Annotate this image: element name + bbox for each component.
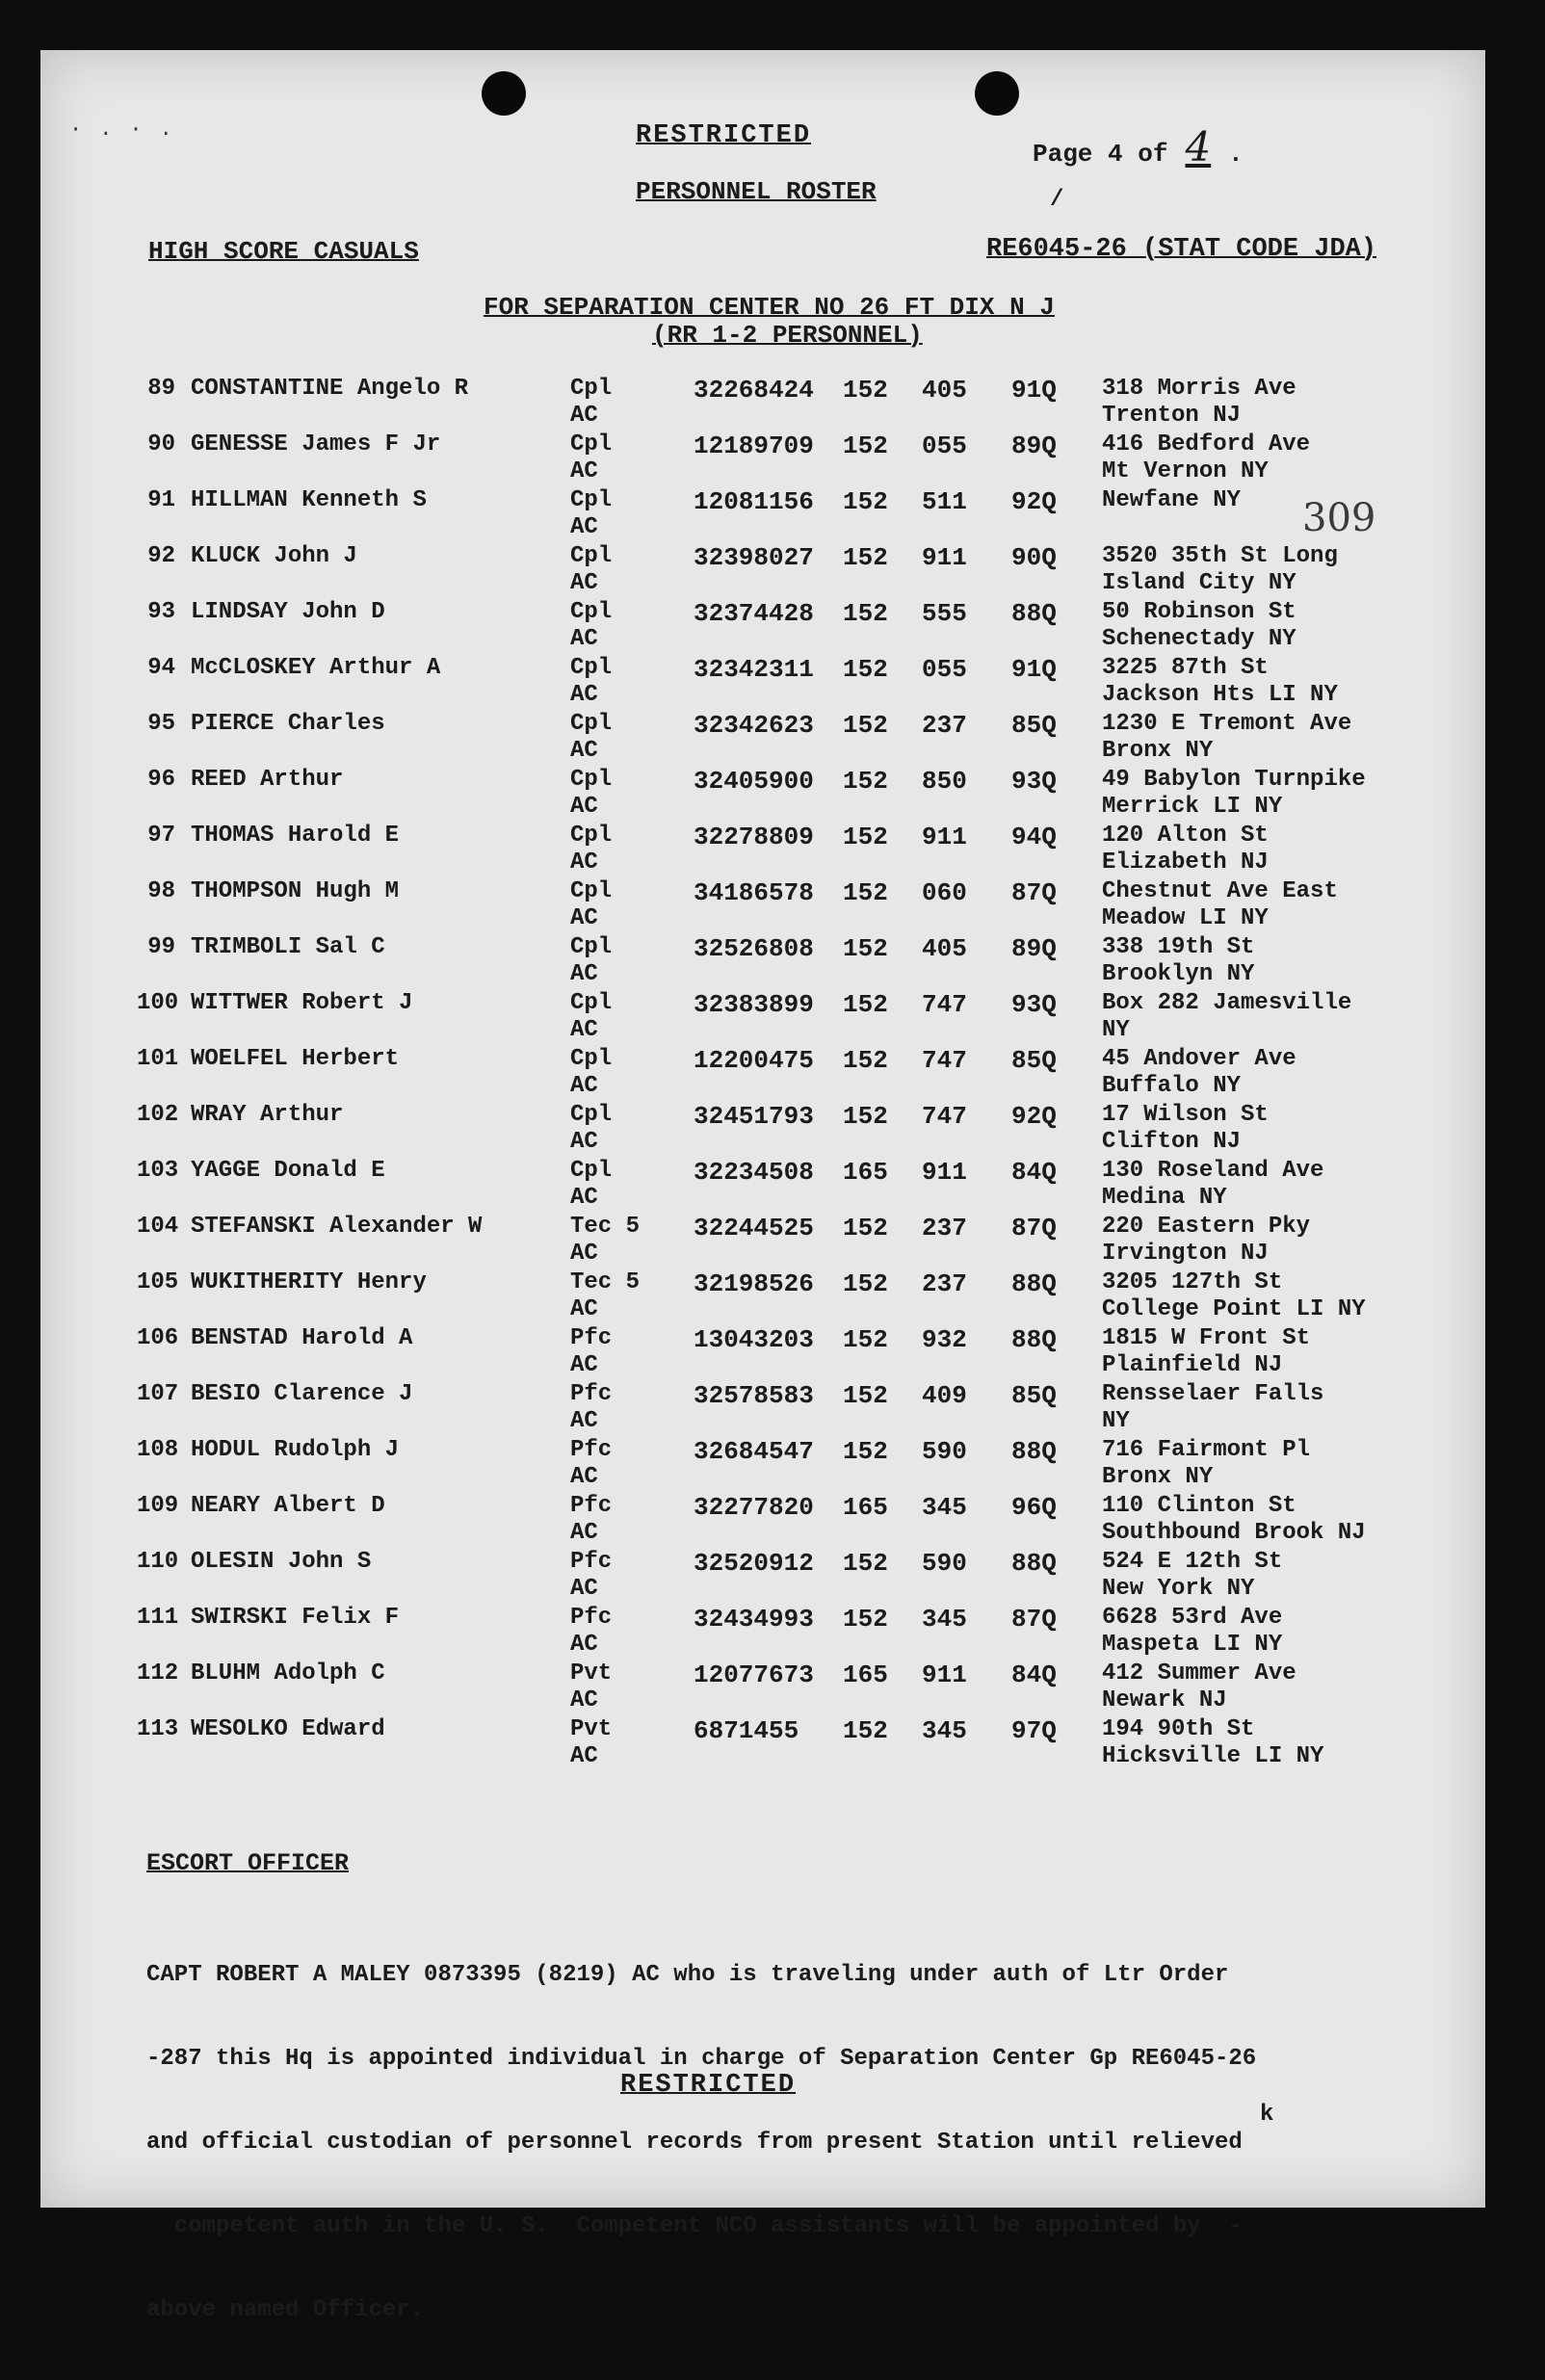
roster-row <box>137 1605 1408 1661</box>
rank: Cpl <box>570 432 613 458</box>
roster-row <box>137 878 1408 934</box>
roster-row <box>137 1437 1408 1493</box>
code-b: 237 <box>922 1269 967 1298</box>
pen-tick: / <box>1050 187 1064 213</box>
code-a: 165 <box>843 1661 888 1689</box>
score-code: 87Q <box>1011 1605 1057 1634</box>
code-b: 405 <box>922 376 967 405</box>
page-label: Page 4 of <box>1033 140 1168 169</box>
code-a: 152 <box>843 1437 888 1466</box>
serial-number: 12081156 <box>694 487 814 516</box>
address-line-1: 412 Summer Ave <box>1102 1661 1296 1687</box>
address-line-2: Brooklyn NY <box>1102 961 1255 987</box>
serial-number: 32342623 <box>694 711 814 740</box>
code-b: 555 <box>922 599 967 628</box>
soldier-name: LINDSAY John D <box>191 599 385 625</box>
score-code: 97Q <box>1011 1716 1057 1745</box>
code-a: 152 <box>843 487 888 516</box>
soldier-name: GENESSE James F Jr <box>191 432 441 458</box>
score-code: 84Q <box>1011 1158 1057 1187</box>
entry-number: 109 <box>137 1493 179 1519</box>
escort-line: above named Officer. <box>146 2297 425 2323</box>
code-b: 850 <box>922 767 967 796</box>
rank: Cpl <box>570 543 613 569</box>
address-line-2: Buffalo NY <box>1102 1073 1242 1099</box>
address-line-1: 45 Andover Ave <box>1102 1046 1296 1072</box>
soldier-name: OLESIN John S <box>191 1549 372 1575</box>
branch: AC <box>570 1743 598 1769</box>
soldier-name: TRIMBOLI Sal C <box>191 934 385 960</box>
rank: Cpl <box>570 711 613 737</box>
address-line-2: Southbound Brook NJ <box>1102 1520 1366 1546</box>
soldier-name: REED Arthur <box>191 767 344 793</box>
branch: AC <box>570 458 598 484</box>
code-b: 345 <box>922 1493 967 1522</box>
branch: AC <box>570 1241 598 1267</box>
punch-hole <box>482 71 526 116</box>
branch: AC <box>570 403 598 429</box>
serial-number: 32374428 <box>694 599 814 628</box>
roster-row <box>137 1214 1408 1269</box>
entry-number: 112 <box>137 1661 179 1687</box>
code-b: 932 <box>922 1325 967 1354</box>
roster-row <box>137 1158 1408 1214</box>
address-line-1: 17 Wilson St <box>1102 1102 1269 1128</box>
entry-number: 89 <box>147 376 175 402</box>
address-line-2: Schenectady NY <box>1102 626 1296 652</box>
entry-number: 93 <box>147 599 175 625</box>
serial-number: 32434993 <box>694 1605 814 1634</box>
code-a: 152 <box>843 767 888 796</box>
roster-row <box>137 823 1408 878</box>
roster-row <box>137 1549 1408 1605</box>
rank: Pvt <box>570 1716 613 1742</box>
code-a: 152 <box>843 1605 888 1634</box>
escort-paragraph <box>146 1905 1437 2380</box>
serial-number: 32198526 <box>694 1269 814 1298</box>
address-line-1: 1815 W Front St <box>1102 1325 1311 1351</box>
score-code: 88Q <box>1011 1325 1057 1354</box>
entry-number: 94 <box>147 655 175 681</box>
roster-row <box>137 655 1408 711</box>
address-line-1: Newfane NY <box>1102 487 1242 513</box>
code-b: 747 <box>922 990 967 1019</box>
entry-number: 105 <box>137 1269 179 1295</box>
score-code: 93Q <box>1011 767 1057 796</box>
entry-number: 106 <box>137 1325 179 1351</box>
page-total: 4 <box>1185 123 1212 170</box>
address-line-1: 3520 35th St Long <box>1102 543 1338 569</box>
footer-mark: k <box>1260 2102 1274 2128</box>
branch: AC <box>570 1017 598 1043</box>
code-a: 152 <box>843 1549 888 1578</box>
code-b: 055 <box>922 432 967 460</box>
serial-number: 32278809 <box>694 823 814 851</box>
roster-row <box>137 934 1408 990</box>
address-line-2: Mt Vernon NY <box>1102 458 1269 484</box>
address-line-2: Medina NY <box>1102 1185 1227 1211</box>
serial-number: 12189709 <box>694 432 814 460</box>
score-code: 89Q <box>1011 934 1057 963</box>
roster-row <box>137 1716 1408 1772</box>
soldier-name: BLUHM Adolph C <box>191 1661 385 1687</box>
entry-number: 97 <box>147 823 175 849</box>
branch: AC <box>570 738 598 764</box>
address-line-2: College Point LI NY <box>1102 1296 1366 1322</box>
roster-row <box>137 487 1408 543</box>
score-code: 92Q <box>1011 487 1057 516</box>
rank: Cpl <box>570 599 613 625</box>
shipment-code: RE6045-26 (STAT CODE JDA) <box>986 235 1377 264</box>
score-code: 88Q <box>1011 1269 1057 1298</box>
code-b: 911 <box>922 1661 967 1689</box>
serial-number: 32342311 <box>694 655 814 684</box>
branch: AC <box>570 1464 598 1490</box>
serial-number: 32684547 <box>694 1437 814 1466</box>
score-code: 87Q <box>1011 878 1057 907</box>
ink-specks: ·.·. <box>69 118 190 142</box>
address-line-1: Chestnut Ave East <box>1102 878 1338 904</box>
destination-line: FOR SEPARATION CENTER NO 26 FT DIX N J <box>484 293 1055 322</box>
score-code: 96Q <box>1011 1493 1057 1522</box>
address-line-2: NY <box>1102 1408 1130 1434</box>
roster-row <box>137 1046 1408 1102</box>
score-code: 92Q <box>1011 1102 1057 1131</box>
rank: Cpl <box>570 655 613 681</box>
branch: AC <box>570 794 598 820</box>
soldier-name: WRAY Arthur <box>191 1102 344 1128</box>
soldier-name: WITTWER Robert J <box>191 990 413 1016</box>
score-code: 87Q <box>1011 1214 1057 1242</box>
soldier-name: SWIRSKI Felix F <box>191 1605 400 1631</box>
entry-number: 108 <box>137 1437 179 1463</box>
code-b: 911 <box>922 543 967 572</box>
entry-number: 104 <box>137 1214 179 1240</box>
branch: AC <box>570 1520 598 1546</box>
soldier-name: NEARY Albert D <box>191 1493 385 1519</box>
address-line-1: 194 90th St <box>1102 1716 1255 1742</box>
roster-row <box>137 1269 1408 1325</box>
rank: Cpl <box>570 878 613 904</box>
branch: AC <box>570 961 598 987</box>
serial-number: 32578583 <box>694 1381 814 1410</box>
soldier-name: KLUCK John J <box>191 543 357 569</box>
code-b: 590 <box>922 1437 967 1466</box>
soldier-name: BENSTAD Harold A <box>191 1325 413 1351</box>
entry-number: 101 <box>137 1046 179 1072</box>
serial-number: 32405900 <box>694 767 814 796</box>
entry-number: 102 <box>137 1102 179 1128</box>
branch: AC <box>570 905 598 931</box>
roster-title: PERSONNEL ROSTER <box>636 177 877 206</box>
score-code: 88Q <box>1011 1437 1057 1466</box>
code-b: 409 <box>922 1381 967 1410</box>
code-a: 152 <box>843 1214 888 1242</box>
address-line-2: Clifton NJ <box>1102 1129 1242 1155</box>
entry-number: 95 <box>147 711 175 737</box>
page-indicator: Page 4 of 4 . <box>1033 123 1244 170</box>
code-b: 747 <box>922 1102 967 1131</box>
branch: AC <box>570 626 598 652</box>
roster-row <box>137 1493 1408 1549</box>
branch: AC <box>570 570 598 596</box>
classification-header: RESTRICTED <box>636 121 812 150</box>
rank: Pfc <box>570 1325 613 1351</box>
unit-label: HIGH SCORE CASUALS <box>148 237 419 266</box>
score-code: 93Q <box>1011 990 1057 1019</box>
score-code: 94Q <box>1011 823 1057 851</box>
code-a: 152 <box>843 878 888 907</box>
code-a: 152 <box>843 1269 888 1298</box>
entry-number: 92 <box>147 543 175 569</box>
roster-row <box>137 990 1408 1046</box>
serial-number: 12200475 <box>694 1046 814 1075</box>
soldier-name: THOMPSON Hugh M <box>191 878 400 904</box>
score-code: 88Q <box>1011 1549 1057 1578</box>
code-b: 055 <box>922 655 967 684</box>
soldier-name: HODUL Rudolph J <box>191 1437 400 1463</box>
roster-row <box>137 599 1408 655</box>
soldier-name: HILLMAN Kenneth S <box>191 487 427 513</box>
branch: AC <box>570 1408 598 1434</box>
roster-row <box>137 1102 1408 1158</box>
address-line-1: 3205 127th St <box>1102 1269 1283 1295</box>
escort-heading: ESCORT OFFICER <box>146 1849 350 1877</box>
rank: Pfc <box>570 1549 613 1575</box>
soldier-name: WUKITHERITY Henry <box>191 1269 427 1295</box>
rank: Cpl <box>570 990 613 1016</box>
rank: Pfc <box>570 1381 613 1407</box>
address-line-2: Bronx NY <box>1102 738 1214 764</box>
address-line-1: 130 Roseland Ave <box>1102 1158 1324 1184</box>
score-code: 91Q <box>1011 376 1057 405</box>
rank: Cpl <box>570 487 613 513</box>
code-a: 152 <box>843 543 888 572</box>
classification-footer: RESTRICTED <box>620 2071 797 2100</box>
roster-row <box>137 432 1408 487</box>
address-line-1: 716 Fairmont Pl <box>1102 1437 1311 1463</box>
code-b: 237 <box>922 1214 967 1242</box>
entry-number: 90 <box>147 432 175 458</box>
code-b: 590 <box>922 1549 967 1578</box>
serial-number: 32268424 <box>694 376 814 405</box>
address-line-2: Jackson Hts LI NY <box>1102 682 1338 708</box>
roster-list <box>137 376 1408 1772</box>
address-line-1: 1230 E Tremont Ave <box>1102 711 1352 737</box>
address-line-1: 416 Bedford Ave <box>1102 432 1311 458</box>
rank: Cpl <box>570 1046 613 1072</box>
roster-row <box>137 376 1408 432</box>
code-a: 152 <box>843 1046 888 1075</box>
category-line: (RR 1-2 PERSONNEL) <box>652 321 923 350</box>
address-line-1: 338 19th St <box>1102 934 1255 960</box>
rank: Pfc <box>570 1493 613 1519</box>
entry-number: 96 <box>147 767 175 793</box>
code-b: 345 <box>922 1605 967 1634</box>
soldier-name: STEFANSKI Alexander W <box>191 1214 483 1240</box>
entry-number: 107 <box>137 1381 179 1407</box>
branch: AC <box>570 1632 598 1658</box>
score-code: 91Q <box>1011 655 1057 684</box>
serial-number: 32451793 <box>694 1102 814 1131</box>
code-a: 152 <box>843 1716 888 1745</box>
code-b: 060 <box>922 878 967 907</box>
entry-number: 103 <box>137 1158 179 1184</box>
score-code: 85Q <box>1011 1046 1057 1075</box>
code-b: 911 <box>922 1158 967 1187</box>
serial-number: 12077673 <box>694 1661 814 1689</box>
code-a: 152 <box>843 1102 888 1131</box>
code-b: 237 <box>922 711 967 740</box>
branch: AC <box>570 1129 598 1155</box>
rank: Cpl <box>570 1158 613 1184</box>
address-line-2: Trenton NJ <box>1102 403 1242 429</box>
serial-number: 32398027 <box>694 543 814 572</box>
entry-number: 91 <box>147 487 175 513</box>
address-line-1: 120 Alton St <box>1102 823 1269 849</box>
code-a: 152 <box>843 599 888 628</box>
score-code: 84Q <box>1011 1661 1057 1689</box>
soldier-name: PIERCE Charles <box>191 711 385 737</box>
code-a: 165 <box>843 1158 888 1187</box>
soldier-name: CONSTANTINE Angelo R <box>191 376 469 402</box>
rank: Tec 5 <box>570 1269 641 1295</box>
serial-number: 32526808 <box>694 934 814 963</box>
entry-number: 99 <box>147 934 175 960</box>
code-a: 152 <box>843 1381 888 1410</box>
soldier-name: WOELFEL Herbert <box>191 1046 400 1072</box>
roster-row <box>137 767 1408 823</box>
code-a: 152 <box>843 711 888 740</box>
serial-number: 32520912 <box>694 1549 814 1578</box>
serial-number: 32383899 <box>694 990 814 1019</box>
rank: Pvt <box>570 1661 613 1687</box>
rank: Cpl <box>570 823 613 849</box>
rank: Cpl <box>570 767 613 793</box>
entry-number: 113 <box>137 1716 179 1742</box>
address-line-2: New York NY <box>1102 1576 1255 1602</box>
soldier-name: THOMAS Harold E <box>191 823 400 849</box>
code-b: 345 <box>922 1716 967 1745</box>
address-line-1: Rensselaer Falls <box>1102 1381 1324 1407</box>
punch-hole <box>975 71 1019 116</box>
branch: AC <box>570 1185 598 1211</box>
address-line-2: NY <box>1102 1017 1130 1043</box>
code-b: 405 <box>922 934 967 963</box>
roster-row <box>137 1325 1408 1381</box>
code-a: 152 <box>843 990 888 1019</box>
score-code: 85Q <box>1011 711 1057 740</box>
serial-number: 32277820 <box>694 1493 814 1522</box>
entry-number: 100 <box>137 990 179 1016</box>
address-line-1: Box 282 Jamesville <box>1102 990 1352 1016</box>
code-a: 152 <box>843 376 888 405</box>
address-line-2: Irvington NJ <box>1102 1241 1269 1267</box>
address-line-1: 524 E 12th St <box>1102 1549 1283 1575</box>
branch: AC <box>570 1687 598 1713</box>
branch: AC <box>570 1352 598 1378</box>
code-b: 511 <box>922 487 967 516</box>
address-line-2: Merrick LI NY <box>1102 794 1283 820</box>
soldier-name: BESIO Clarence J <box>191 1381 413 1407</box>
address-line-1: 220 Eastern Pky <box>1102 1214 1311 1240</box>
address-line-1: 110 Clinton St <box>1102 1493 1296 1519</box>
address-line-1: 318 Morris Ave <box>1102 376 1296 402</box>
branch: AC <box>570 1296 598 1322</box>
code-b: 747 <box>922 1046 967 1075</box>
address-line-2: Maspeta LI NY <box>1102 1632 1283 1658</box>
address-line-1: 50 Robinson St <box>1102 599 1296 625</box>
entry-number: 111 <box>137 1605 179 1631</box>
address-line-1: 3225 87th St <box>1102 655 1269 681</box>
escort-line: CAPT ROBERT A MALEY 0873395 (8219) AC who is traveling under auth of Ltr Order <box>146 1962 1229 1988</box>
score-code: 90Q <box>1011 543 1057 572</box>
roster-row <box>137 711 1408 767</box>
rank: Cpl <box>570 1102 613 1128</box>
roster-row <box>137 543 1408 599</box>
entry-number: 98 <box>147 878 175 904</box>
document-page <box>40 50 1485 2323</box>
code-a: 152 <box>843 432 888 460</box>
address-line-2: Island City NY <box>1102 570 1296 596</box>
address-line-2: Newark NJ <box>1102 1687 1227 1713</box>
code-a: 152 <box>843 823 888 851</box>
soldier-name: WESOLKO Edward <box>191 1716 385 1742</box>
score-code: 89Q <box>1011 432 1057 460</box>
code-a: 152 <box>843 655 888 684</box>
code-a: 152 <box>843 934 888 963</box>
roster-row <box>137 1381 1408 1437</box>
escort-line: competent auth in the U. S. Competent NCO assistants will be appointed by - <box>146 2213 1243 2239</box>
serial-number: 6871455 <box>694 1716 799 1745</box>
branch: AC <box>570 1073 598 1099</box>
rank: Pfc <box>570 1437 613 1463</box>
address-line-1: 49 Babylon Turnpike <box>1102 767 1366 793</box>
entry-number: 110 <box>137 1549 179 1575</box>
page-stamp-number: 309 <box>1302 496 1376 540</box>
serial-number: 13043203 <box>694 1325 814 1354</box>
serial-number: 34186578 <box>694 878 814 907</box>
branch: AC <box>570 850 598 876</box>
branch: AC <box>570 682 598 708</box>
branch: AC <box>570 1576 598 1602</box>
rank: Tec 5 <box>570 1214 641 1240</box>
code-a: 152 <box>843 1325 888 1354</box>
address-line-2: Elizabeth NJ <box>1102 850 1269 876</box>
rank: Cpl <box>570 934 613 960</box>
score-code: 88Q <box>1011 599 1057 628</box>
address-line-2: Hicksville LI NY <box>1102 1743 1324 1769</box>
roster-row <box>137 1661 1408 1716</box>
address-line-1: 6628 53rd Ave <box>1102 1605 1283 1631</box>
code-a: 165 <box>843 1493 888 1522</box>
address-line-2: Plainfield NJ <box>1102 1352 1283 1378</box>
address-line-2: Meadow LI NY <box>1102 905 1269 931</box>
soldier-name: YAGGE Donald E <box>191 1158 385 1184</box>
escort-line: -287 this Hq is appointed individual in charge of Separation Center Gp RE6045-26 <box>146 2046 1257 2072</box>
branch: AC <box>570 514 598 540</box>
code-b: 911 <box>922 823 967 851</box>
score-code: 85Q <box>1011 1381 1057 1410</box>
soldier-name: McCLOSKEY Arthur A <box>191 655 441 681</box>
escort-line: and official custodian of personnel records from present Station until relieved <box>146 2130 1243 2156</box>
rank: Cpl <box>570 376 613 402</box>
rank: Pfc <box>570 1605 613 1631</box>
serial-number: 32234508 <box>694 1158 814 1187</box>
serial-number: 32244525 <box>694 1214 814 1242</box>
address-line-2: Bronx NY <box>1102 1464 1214 1490</box>
